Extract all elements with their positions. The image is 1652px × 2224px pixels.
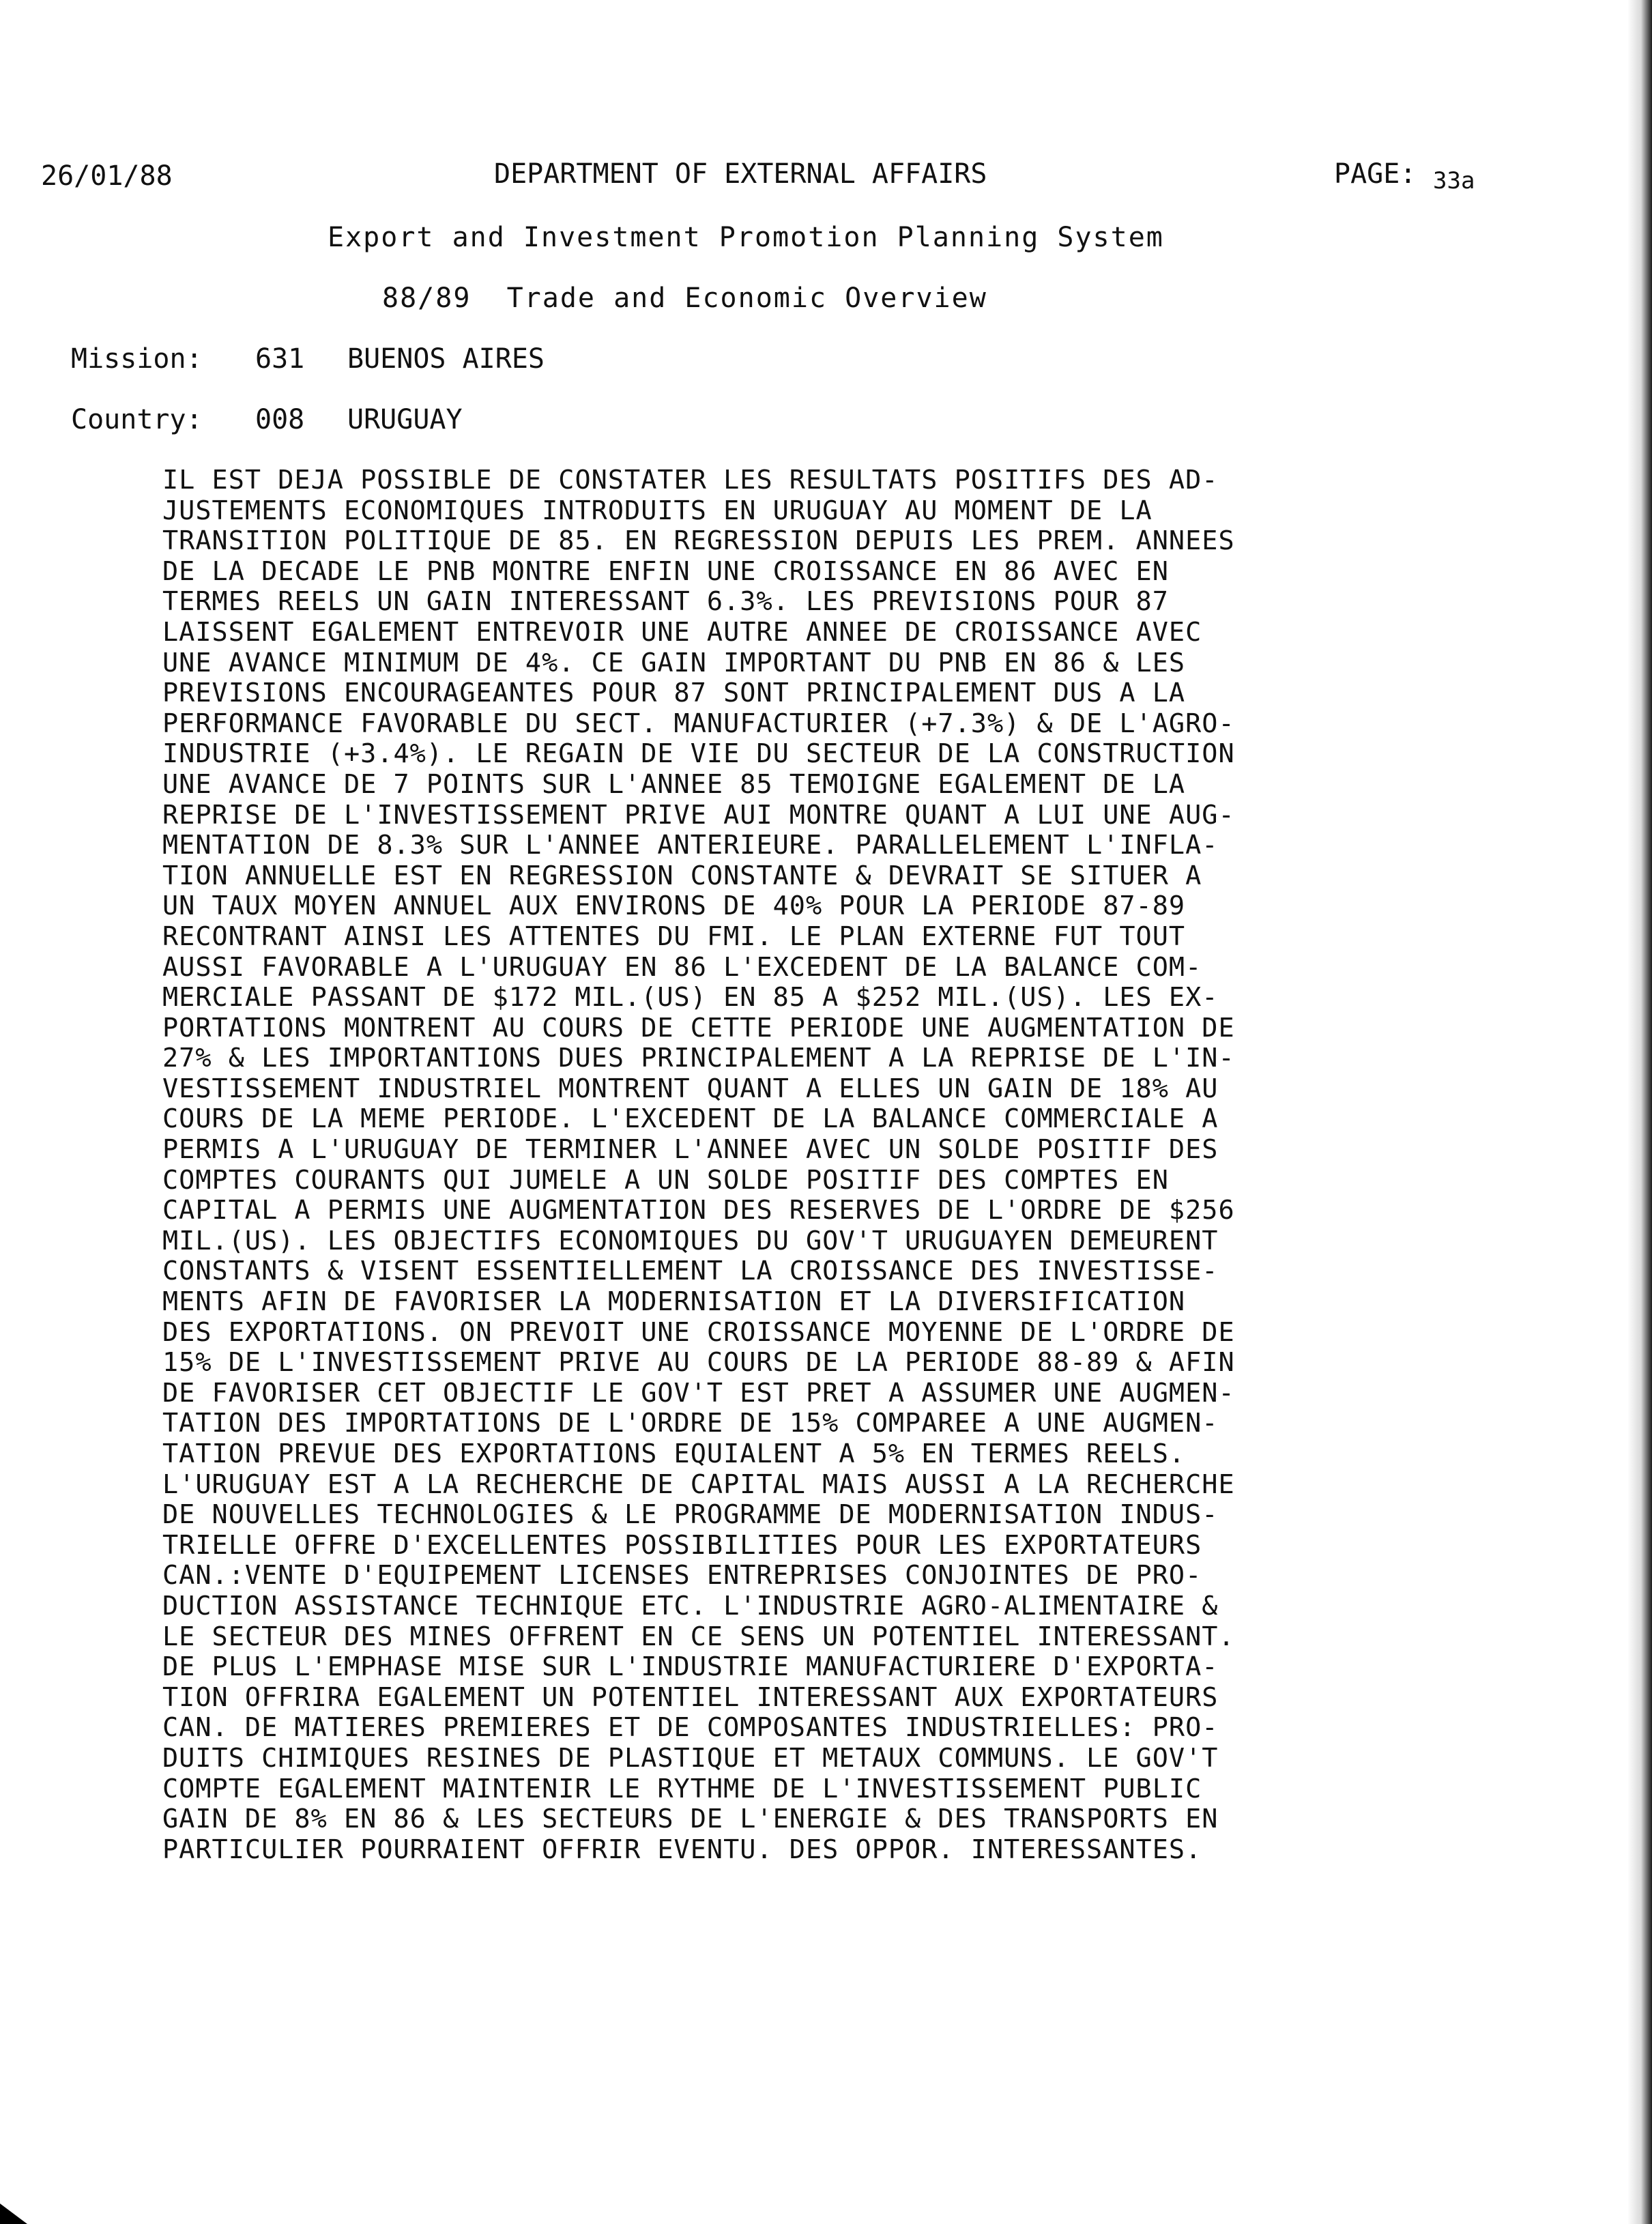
body-line: GAIN DE 8% EN 86 & LES SECTEURS DE L'ENERGIE & DES TRANSPORTS EN (162, 1804, 1219, 1835)
body-line: UN TAUX MOYEN ANNUEL AUX ENVIRONS DE 40% POUR LA PERIODE 87-89 (162, 891, 1186, 922)
body-line: DE LA DECADE LE PNB MONTRE ENFIN UNE CROISSANCE EN 86 AVEC EN (162, 555, 1169, 587)
body-line: COMPTES COURANTS QUI JUMELE A UN SOLDE POSITIF DES COMPTES EN (162, 1164, 1169, 1196)
page-label: PAGE: (1334, 158, 1417, 190)
body-line: CAN.:VENTE D'EQUIPEMENT LICENSES ENTREPRISES CONJOINTES DE PRO- (162, 1560, 1202, 1591)
body-line: DE PLUS L'EMPHASE MISE SUR L'INDUSTRIE MANUFACTURIERE D'EXPORTA- (162, 1651, 1219, 1683)
body-line: IL EST DEJA POSSIBLE DE CONSTATER LES RESULTATS POSITIFS DES AD- (162, 465, 1219, 495)
body-line: TERMES REELS UN GAIN INTERESSANT 6.3%. LES PREVISIONS POUR 87 (162, 586, 1169, 618)
body-line: TRIELLE OFFRE D'EXCELLENTES POSSIBILITIES POUR LES EXPORTATEURS (162, 1529, 1202, 1561)
body-line: CAPITAL A PERMIS UNE AUGMENTATION DES RESERVES DE L'ORDRE DE $256 (162, 1195, 1235, 1226)
overview-body (162, 465, 1391, 1865)
report-date: 26/01/88 (41, 160, 173, 192)
mission-label: Mission: (71, 343, 203, 375)
body-line: REPRISE DE L'INVESTISSEMENT PRIVE AUI MONTRE QUANT A LUI UNE AUG- (162, 799, 1235, 831)
body-line: MENTATION DE 8.3% SUR L'ANNEE ANTERIEURE. PARALLELEMENT L'INFLA- (162, 830, 1219, 861)
body-line: LAISSENT EGALEMENT ENTREVOIR UNE AUTRE ANNEE DE CROISSANCE AVEC (162, 616, 1202, 648)
scan-corner-mark (0, 2204, 27, 2224)
page-number: 33a (1433, 167, 1475, 194)
body-line: PERMIS A L'URUGUAY DE TERMINER L'ANNEE AVEC UN SOLDE POSITIF DES (162, 1134, 1219, 1166)
mission-name: BUENOS AIRES (347, 343, 545, 375)
body-line: PERFORMANCE FAVORABLE DU SECT. MANUFACTURIER (+7.3%) & DE L'AGRO- (162, 708, 1235, 739)
body-line: COURS DE LA MEME PERIODE. L'EXCEDENT DE LA BALANCE COMMERCIALE A (162, 1103, 1219, 1135)
body-line: CONSTANTS & VISENT ESSENTIELLEMENT LA CROISSANCE DES INVESTISSE- (162, 1256, 1219, 1287)
overview-title: 88/89 Trade and Economic Overview (382, 283, 987, 314)
body-line: PREVISIONS ENCOURAGEANTES POUR 87 SONT PRINCIPALEMENT DUS A LA (162, 678, 1186, 709)
country-row (71, 404, 463, 435)
body-line: DE FAVORISER CET OBJECTIF LE GOV'T EST PRET A ASSUMER UNE AUGMEN- (162, 1377, 1235, 1409)
body-line: DUCTION ASSISTANCE TECHNIQUE ETC. L'INDUSTRIE AGRO-ALIMENTAIRE & (162, 1590, 1219, 1621)
body-line: UNE AVANCE DE 7 POINTS SUR L'ANNEE 85 TEMOIGNE EGALEMENT DE LA (162, 768, 1186, 800)
body-line: DES EXPORTATIONS. ON PREVOIT UNE CROISSANCE MOYENNE DE L'ORDRE DE (162, 1316, 1235, 1348)
body-line: INDUSTRIE (+3.4%). LE REGAIN DE VIE DU SECTEUR DE LA CONSTRUCTION (162, 738, 1235, 770)
body-line: LE SECTEUR DES MINES OFFRENT EN CE SENS UN POTENTIEL INTERESSANT. (162, 1621, 1235, 1652)
body-line: PARTICULIER POURRAIENT OFFRIR EVENTU. DES OPPOR. INTERESSANTES. (162, 1834, 1202, 1865)
body-line: JUSTEMENTS ECONOMIQUES INTRODUITS EN URUGUAY AU MOMENT DE LA (162, 495, 1153, 526)
scanned-page-edge (1627, 0, 1652, 2224)
body-line: TION OFFRIRA EGALEMENT UN POTENTIEL INTERESSANT AUX EXPORTATEURS (162, 1681, 1219, 1713)
body-line: 27% & LES IMPORTANTIONS DUES PRINCIPALEMENT A LA REPRISE DE L'IN- (162, 1043, 1235, 1074)
body-line: COMPTE EGALEMENT MAINTENIR LE RYTHME DE L'INVESTISSEMENT PUBLIC (162, 1773, 1202, 1804)
body-line: DUITS CHIMIQUES RESINES DE PLASTIQUE ET METAUX COMMUNS. LE GOV'T (162, 1742, 1219, 1774)
body-line: CAN. DE MATIERES PREMIERES ET DE COMPOSANTES INDUSTRIELLES: PRO- (162, 1712, 1219, 1744)
country-code: 008 (255, 404, 305, 435)
body-line: MENTS AFIN DE FAVORISER LA MODERNISATION ET LA DIVERSIFICATION (162, 1286, 1186, 1318)
body-line: AUSSI FAVORABLE A L'URUGUAY EN 86 L'EXCEDENT DE LA BALANCE COM- (162, 951, 1202, 983)
body-line: 15% DE L'INVESTISSEMENT PRIVE AU COURS DE LA PERIODE 88-89 & AFIN (162, 1347, 1235, 1378)
body-line: L'URUGUAY EST A LA RECHERCHE DE CAPITAL MAIS AUSSI A LA RECHERCHE (162, 1469, 1235, 1500)
body-line: TION ANNUELLE EST EN REGRESSION CONSTANTE & DEVRAIT SE SITUER A (162, 860, 1202, 891)
body-line: DE NOUVELLES TECHNOLOGIES & LE PROGRAMME DE MODERNISATION INDUS- (162, 1499, 1219, 1531)
mission-row (71, 343, 545, 375)
body-line: RECONTRANT AINSI LES ATTENTES DU FMI. LE PLAN EXTERNE FUT TOUT (162, 921, 1186, 952)
body-line: PORTATIONS MONTRENT AU COURS DE CETTE PERIODE UNE AUGMENTATION DE (162, 1012, 1235, 1043)
body-line: TRANSITION POLITIQUE DE 85. EN REGRESSION DEPUIS LES PREM. ANNEES (162, 525, 1235, 557)
body-line: TATION DES IMPORTATIONS DE L'ORDRE DE 15% COMPAREE A UNE AUGMEN- (162, 1408, 1219, 1439)
body-line: VESTISSEMENT INDUSTRIEL MONTRENT QUANT A ELLES UN GAIN DE 18% AU (162, 1073, 1219, 1104)
body-line: MIL.(US). LES OBJECTIFS ECONOMIQUES DU GOV'T URUGUAYEN DEMEURENT (162, 1225, 1219, 1256)
body-line: MERCIALE PASSANT DE $172 MIL.(US) EN 85 A $252 MIL.(US). LES EX- (162, 982, 1219, 1013)
body-line: UNE AVANCE MINIMUM DE 4%. CE GAIN IMPORTANT DU PNB EN 86 & LES (162, 647, 1186, 678)
country-name: URUGUAY (347, 404, 463, 435)
system-subtitle: Export and Investment Promotion Planning System (328, 222, 1164, 253)
body-line: TATION PREVUE DES EXPORTATIONS EQUIALENT A 5% EN TERMES REELS. (162, 1439, 1186, 1469)
country-label: Country: (71, 404, 203, 435)
department-title: DEPARTMENT OF EXTERNAL AFFAIRS (494, 158, 987, 190)
mission-code: 631 (255, 343, 305, 375)
